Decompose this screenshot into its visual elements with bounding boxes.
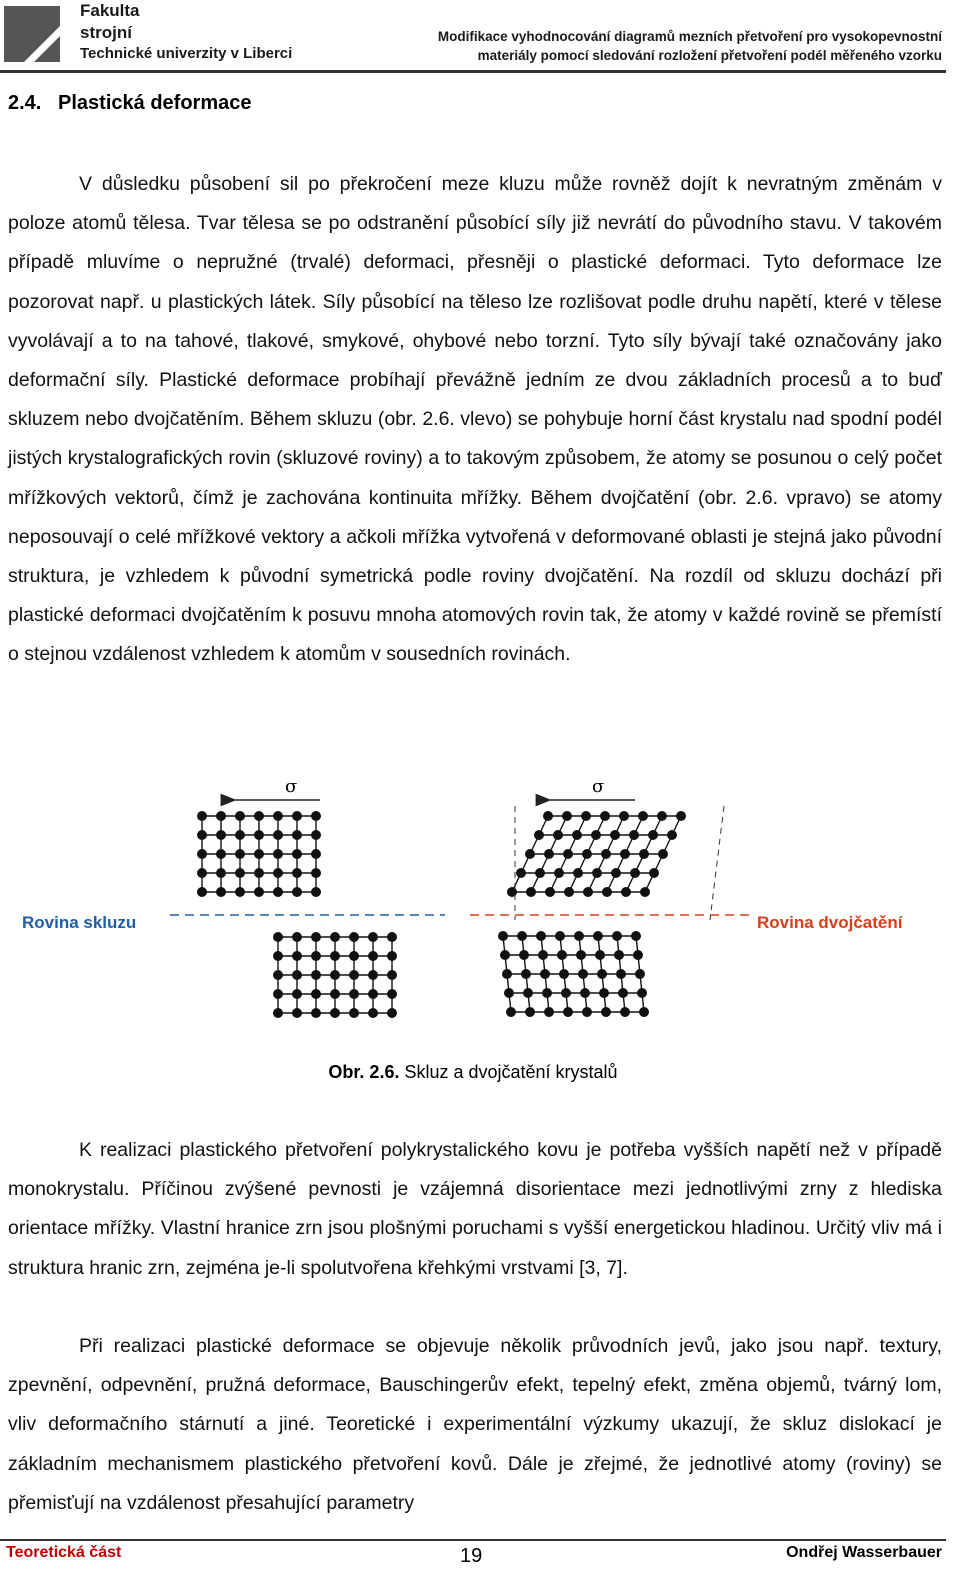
twin-top-atom xyxy=(535,868,545,878)
sigma-right-label: σ xyxy=(592,776,605,797)
twin-bottom-atom xyxy=(639,1007,649,1017)
twin-bottom-atom xyxy=(582,1007,592,1017)
twin-top-atom xyxy=(516,868,526,878)
slip-top-atom xyxy=(254,830,264,840)
slip-top-atom xyxy=(311,830,321,840)
slip-top-atom xyxy=(254,849,264,859)
slip-bottom-atom xyxy=(292,932,302,942)
slip-bottom-atom xyxy=(368,989,378,999)
twin-top-atom xyxy=(564,887,574,897)
slip-bottom-atom xyxy=(387,951,397,961)
twin-bottom-atom xyxy=(561,988,571,998)
paragraph-1 xyxy=(8,165,942,675)
twin-bottom-atom xyxy=(633,950,643,960)
slip-bottom-atom xyxy=(368,970,378,980)
twin-bottom-atom xyxy=(542,988,552,998)
faculty-line-1: Fakulta xyxy=(80,1,140,20)
university-name: Technické univerzity v Liberci xyxy=(80,45,293,62)
slip-bottom-atom xyxy=(292,989,302,999)
slip-top-atom xyxy=(311,868,321,878)
twin-top-atom xyxy=(658,849,668,859)
faculty-name xyxy=(80,0,140,44)
twin-bottom-atom xyxy=(612,931,622,941)
twin-bottom-atom xyxy=(498,931,508,941)
slip-top-atom xyxy=(235,849,245,859)
twin-top-atom xyxy=(629,830,639,840)
twin-bottom-atom xyxy=(620,1007,630,1017)
twin-top-atom xyxy=(554,868,564,878)
slip-top-atom xyxy=(292,849,302,859)
twin-bottom-atom xyxy=(500,950,510,960)
slip-top-atom xyxy=(235,830,245,840)
slip-top-atom xyxy=(292,830,302,840)
slip-top-atom xyxy=(292,868,302,878)
slip-bottom-atom xyxy=(292,951,302,961)
twin-top-atom xyxy=(583,887,593,897)
caption-number: Obr. 2.6. xyxy=(328,1062,400,1082)
slip-top-atom xyxy=(197,849,207,859)
thesis-title xyxy=(438,27,942,65)
twin-bottom-atom xyxy=(580,988,590,998)
paragraph-2 xyxy=(8,1131,942,1288)
twin-top-atom xyxy=(562,811,572,821)
slip-bottom-atom xyxy=(349,970,359,980)
twin-top-atom xyxy=(591,830,601,840)
figure-caption xyxy=(0,1062,946,1083)
slip-top-atom xyxy=(292,811,302,821)
footer-section: Teoretická část xyxy=(6,1544,122,1561)
twin-bottom-atom xyxy=(637,988,647,998)
paragraph-3-text: Při realizaci plastické deformace se objevuje několik průvodních jevů, jako jsou např. textury, zpevnění, odpevnění, pružná deformace, Bauschingerův efekt, tepelný efekt, změna objemů, tvárný lom, vliv deformačního stárnutí a jiné. Teoretické i experimentální výzkumy ukazují, že skluz dislokací je základním mechanismem plastického přetvoření kovů. Dále je zřejmé, že jednotlivé atomy (roviny) se přemisťují na vzdálenost přesahující parametry xyxy=(8,1335,942,1514)
slip-top-atom xyxy=(197,868,207,878)
slip-bottom-atom xyxy=(311,951,321,961)
slip-bottom-atom xyxy=(311,1008,321,1018)
twin-top-atom xyxy=(676,811,686,821)
slip-bottom-atom xyxy=(292,1008,302,1018)
slip-top-atom xyxy=(197,811,207,821)
twin-top-atom xyxy=(534,830,544,840)
slip-top-atom xyxy=(216,887,226,897)
twin-bottom-atom xyxy=(614,950,624,960)
page-number: 19 xyxy=(460,1545,483,1567)
twin-bottom-atom xyxy=(555,931,565,941)
twin-bottom-atom xyxy=(574,931,584,941)
slip-bottom-atom xyxy=(387,989,397,999)
twin-top-atom xyxy=(638,811,648,821)
twin-top-atom xyxy=(544,849,554,859)
twin-top-atom xyxy=(619,811,629,821)
thesis-title-line-1: Modifikace vyhodnocování diagramů mezních přetvoření pro vysokopevnostní xyxy=(437,29,942,44)
twin-bottom-atom xyxy=(593,931,603,941)
twin-top-atom xyxy=(563,849,573,859)
paragraph-1-text: V důsledku působení sil po překročení meze kluzu může rovněž dojít k nevratným změnám v poloze atomů tělesa. Tvar tělesa se po odstranění působící síly již nevrátí do původního stavu. V takovém případě mluvíme o nepružné (trvalé) deformaci, přesněji o plastické deformaci. Tyto deformace lze pozorovat např. u plastických látek. Síly působící na těleso lze rozlišovat podle druhu napětí, které v tělese vyvolávají a to na tahové, tlakové, smykové, ohybové nebo torzní. Tyto síly bývají také označovány jako deformační síly. Plastické deformace probíhají převážně jedním ze dvou základních procesů a to buď skluzem nebo dvojčatěním. Během skluzu (obr. 2.6. vlevo) se pohybuje horní část krystalu nad spodní podél jistých krystalografických rovin (skluzové roviny) a to takovým způsobem, že atomy se posunou o celý počet mřížkových vektorů, čímž je zachována kontinuita mřížky. Během dvojčatění (obr. 2.6. vpravo) se atomy neposouvají o celé mřížkové vektory a ačkoli mřížka vytvořená v deformované oblasti je stejná jako původní struktura, je vzhledem k původní symetrická podle roviny dvojčatění. Na rozdíl od skluzu dochází při plastické deformaci dvojčatěním k posuvu mnoha atomových rovin tak, že atomy v každé rovině se přemístí o stejnou vzdálenost vzhledem k atomům v sousedních rovinách. xyxy=(8,173,942,666)
slip-bottom-atom xyxy=(273,932,283,942)
twin-reference-line xyxy=(710,806,724,920)
slip-bottom-atom xyxy=(330,932,340,942)
slip-top-atom xyxy=(273,868,283,878)
twin-top-atom xyxy=(600,811,610,821)
slip-top-atom xyxy=(254,887,264,897)
slip-top-atom xyxy=(292,887,302,897)
twin-top-atom xyxy=(649,868,659,878)
twin-top-atom xyxy=(667,830,677,840)
slip-bottom-atom xyxy=(387,970,397,980)
slip-top-atom xyxy=(216,811,226,821)
twin-top-atom xyxy=(592,868,602,878)
twin-top-atom xyxy=(620,849,630,859)
twin-top-atom xyxy=(572,830,582,840)
twin-bottom-atom xyxy=(576,950,586,960)
header-divider xyxy=(0,70,946,73)
twin-plane-label: Rovina dvojčatění xyxy=(757,913,903,932)
slip-top-atom xyxy=(273,811,283,821)
slip-bottom-atom xyxy=(330,1008,340,1018)
twin-top-atom xyxy=(648,830,658,840)
twin-top-atom xyxy=(582,849,592,859)
twin-bottom-atom xyxy=(519,950,529,960)
twin-bottom-atom xyxy=(557,950,567,960)
twin-top-atom xyxy=(602,887,612,897)
slip-bottom-atom xyxy=(311,989,321,999)
slip-top-atom xyxy=(216,830,226,840)
slip-plane-label: Rovina skluzu xyxy=(22,913,137,932)
slip-bottom-atom xyxy=(330,989,340,999)
slip-top-atom xyxy=(216,868,226,878)
slip-top-atom xyxy=(216,849,226,859)
slip-top-atom xyxy=(273,887,283,897)
slip-bottom-atom xyxy=(330,970,340,980)
slip-bottom-atom xyxy=(368,932,378,942)
section-heading: 2.4. Plastická deformace xyxy=(8,92,252,114)
faculty-line-2: strojní xyxy=(80,23,132,42)
paragraph-2-text: K realizaci plastického přetvoření polykrystalického kovu je potřeba vyšších napětí než v případě monokrystalu. Příčinou zvýšené pevnosti je vzájemná disorientace mezi jednotlivými zrny z hlediska orientace mřížky. Vlastní hranice zrn jsou plošnými poruchami s vyšší energetickou hladinou. Určitý vliv má i struktura hranic zrn, zejména je-li spolutvořena křehkými vrstvami [3, 7]. xyxy=(8,1139,942,1279)
twin-bottom-atom xyxy=(506,1007,516,1017)
slip-bottom-atom xyxy=(387,932,397,942)
twin-bottom-atom xyxy=(517,931,527,941)
thesis-title-line-2: materiály pomocí sledování rozložení přetvoření podél měřeného vzorku xyxy=(477,48,942,63)
twin-bottom-atom xyxy=(538,950,548,960)
twin-bottom-atom xyxy=(523,988,533,998)
twin-top-atom xyxy=(611,868,621,878)
twin-bottom-atom xyxy=(544,1007,554,1017)
slip-bottom-atom xyxy=(292,970,302,980)
paragraph-3 xyxy=(8,1327,942,1523)
slip-top-atom xyxy=(311,849,321,859)
twin-bottom-atom xyxy=(536,931,546,941)
twin-top-atom xyxy=(621,887,631,897)
slip-bottom-atom xyxy=(330,951,340,961)
slip-top-atom xyxy=(197,887,207,897)
slip-top-atom xyxy=(254,868,264,878)
slip-bottom-atom xyxy=(273,1008,283,1018)
twin-bottom-atom xyxy=(563,1007,573,1017)
twin-top-atom xyxy=(545,887,555,897)
slip-bottom-atom xyxy=(349,951,359,961)
slip-top-atom xyxy=(273,830,283,840)
sigma-left-label: σ xyxy=(285,776,298,797)
twin-top-atom xyxy=(543,811,553,821)
footer-divider xyxy=(0,1539,946,1541)
slip-top-atom xyxy=(311,811,321,821)
slip-top-atom xyxy=(235,811,245,821)
twin-bottom-atom xyxy=(599,988,609,998)
twin-top-atom xyxy=(525,849,535,859)
slip-bottom-atom xyxy=(368,951,378,961)
slip-bottom-atom xyxy=(387,1008,397,1018)
twin-top-atom xyxy=(640,887,650,897)
twin-top-atom xyxy=(553,830,563,840)
twin-bottom-atom xyxy=(525,1007,535,1017)
twin-top-atom xyxy=(639,849,649,859)
slip-top-atom xyxy=(254,811,264,821)
twin-bottom-atom xyxy=(597,969,607,979)
twin-bottom-atom xyxy=(616,969,626,979)
slip-bottom-atom xyxy=(311,932,321,942)
twin-top-atom xyxy=(526,887,536,897)
twin-top-atom xyxy=(581,811,591,821)
slip-top-atom xyxy=(273,849,283,859)
twin-top-atom xyxy=(601,849,611,859)
twin-bottom-atom xyxy=(631,931,641,941)
slip-bottom-atom xyxy=(273,989,283,999)
slip-bottom-atom xyxy=(311,970,321,980)
slip-top-atom xyxy=(235,887,245,897)
slip-bottom-atom xyxy=(349,1008,359,1018)
slip-top-atom xyxy=(197,830,207,840)
twin-bottom-atom xyxy=(618,988,628,998)
twin-bottom-atom xyxy=(504,988,514,998)
slip-bottom-atom xyxy=(349,989,359,999)
twin-bottom-atom xyxy=(502,969,512,979)
twin-top-atom xyxy=(630,868,640,878)
twin-top-atom xyxy=(573,868,583,878)
slip-bottom-atom xyxy=(273,970,283,980)
twin-bottom-atom xyxy=(559,969,569,979)
twin-top-atom xyxy=(657,811,667,821)
faculty-logo xyxy=(4,6,60,62)
twin-bottom-atom xyxy=(578,969,588,979)
slip-top-atom xyxy=(311,887,321,897)
twin-bottom-atom xyxy=(521,969,531,979)
caption-text: Skluz a dvojčatění krystalů xyxy=(399,1062,618,1082)
slip-bottom-atom xyxy=(368,1008,378,1018)
slip-bottom-atom xyxy=(273,951,283,961)
crystal-figure xyxy=(10,770,950,1060)
footer-author: Ondřej Wasserbauer xyxy=(786,1544,942,1561)
twin-bottom-atom xyxy=(635,969,645,979)
twin-bottom-atom xyxy=(601,1007,611,1017)
slip-bottom-atom xyxy=(349,932,359,942)
twin-bottom-atom xyxy=(595,950,605,960)
twin-bottom-atom xyxy=(540,969,550,979)
twin-top-atom xyxy=(610,830,620,840)
slip-top-atom xyxy=(235,868,245,878)
